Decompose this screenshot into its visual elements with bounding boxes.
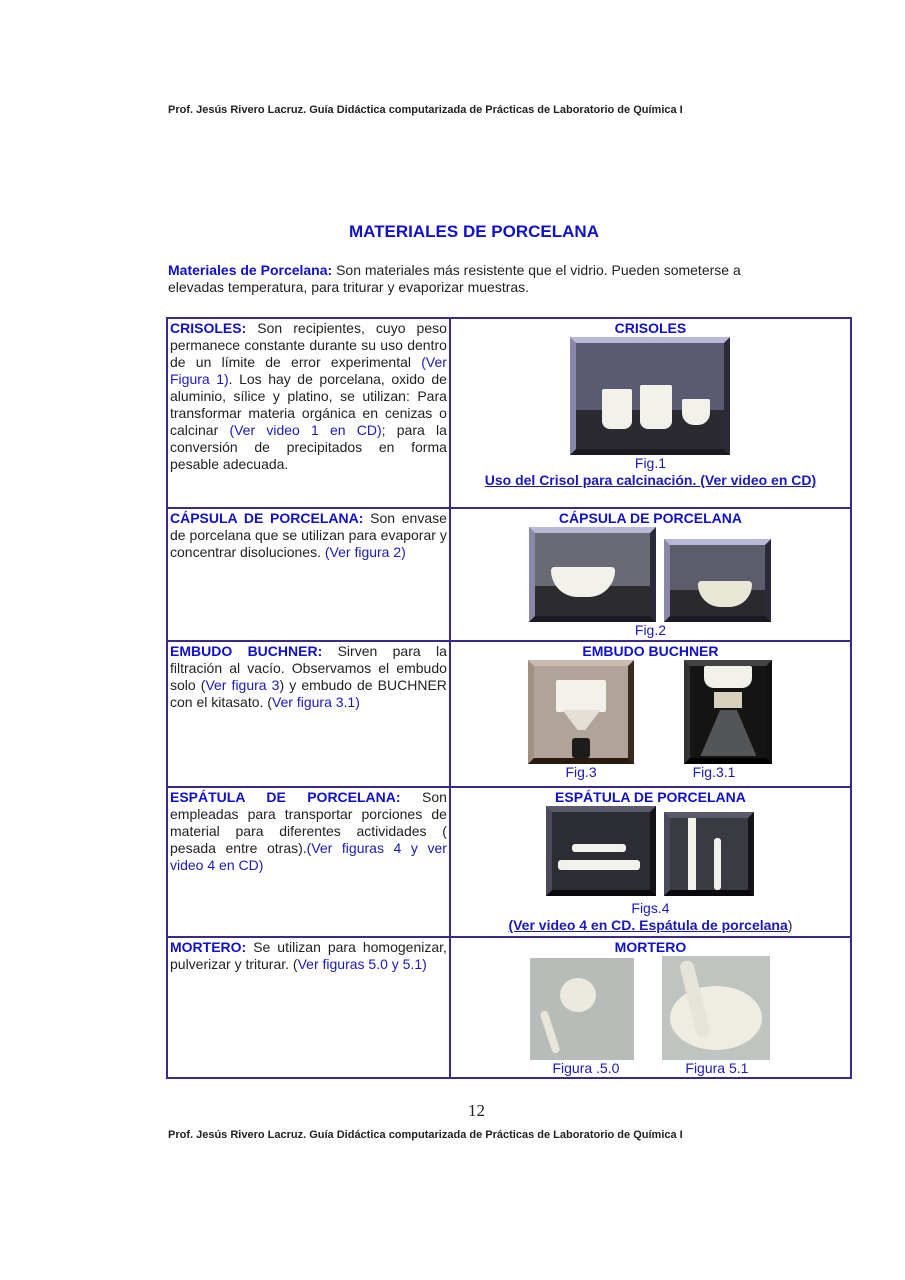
table-row-capsula [167,508,851,641]
caption-fig-1: Fig.1 [634,455,667,471]
term-capsula: CÁPSULA DE PORCELANA: [170,510,364,526]
fig-title-mortero: MORTERO [614,939,687,955]
caption-fig-3: Fig.3 [565,764,597,780]
buchner-figure-cell [450,641,851,787]
fig-title-capsula: CÁPSULA DE PORCELANA [558,510,742,526]
video-link-espatula[interactable]: (Ver video 4 en CD. Espátula de porcelana [508,917,788,933]
ref-figura-1[interactable]: (Ver Figura 1) [170,354,447,387]
spatulas-photo-1 [546,806,656,896]
desc-text: ) y embudo de BUCHNER con el kitasato. ( [170,677,447,710]
table-row-buchner [167,641,851,787]
capsula-figure-cell [450,508,851,641]
running-header: Prof. Jesús Rivero Lacruz. Guía Didáctica computarizada de Prácticas de Laboratorio de Química I [168,104,683,116]
crisoles-description [167,318,450,508]
caption-fig-5-0: Figura .5.0 [552,1060,620,1076]
crisoles-figure-cell [450,318,851,508]
video-link-crisol[interactable]: Uso del Crisol para calcinación. (Ver video en CD) [484,472,817,488]
table-row-espatula [167,787,851,937]
spatulas-photo-2 [664,812,754,896]
ref-figura-3-1[interactable]: Ver figura 3.1) [271,694,360,710]
caption-figs-4: Figs.4 [631,900,670,916]
desc-text: Sirven para la filtración al vacío. Observamos el embudo solo ( [170,643,447,693]
mortar-photo-1 [530,958,634,1060]
close-paren: ) [787,917,793,933]
desc-text: . Los hay de porcelana, oxido de aluminio, sílice y platino, se utilizan: Para transformar materia orgánica en cenizas o calcinar [170,371,447,438]
evaporating-dish-photo-1 [529,527,656,622]
term-crisoles: CRISOLES: [170,320,247,336]
ref-figura-2[interactable]: (Ver figura 2) [324,544,406,560]
term-espatula: ESPÁTULA DE PORCELANA: [170,789,401,805]
mortero-description [167,937,450,1078]
buchner-kitasato-photo [684,660,772,764]
table-row-mortero [167,937,851,1078]
capsula-description [167,508,450,641]
desc-text: Son envase de porcelana que se utilizan para evaporar y concentrar disoluciones. [170,510,447,560]
crucibles-photo [570,337,730,455]
desc-text: ; para la conversión de precipitados en forma pesable adecuada. [170,422,447,472]
mortero-figure-cell [450,937,851,1078]
desc-text: Son empleadas para transportar porciones de material para diferentes actividades ( pesada entre otras). [170,789,447,856]
espatula-description [167,787,450,937]
caption-fig-2: Fig.2 [634,622,667,638]
espatula-figure-cell [450,787,851,937]
caption-fig-5-1: Figura 5.1 [685,1060,749,1076]
table-row-crisoles [167,318,851,508]
intro-text: Son materiales más resistente que el vidrio. Pueden someterse a elevadas temperatura, para triturar y evaporizar muestras. [168,262,741,295]
intro-paragraph [168,262,788,296]
running-footer: Prof. Jesús Rivero Lacruz. Guía Didáctica computarizada de Prácticas de Laboratorio de Química I [168,1129,683,1141]
fig-title-espatula: ESPÁTULA DE PORCELANA [555,789,746,805]
ref-figura-3[interactable]: Ver figura 3 [205,677,280,693]
evaporating-dish-photo-2 [664,539,771,622]
buchner-description [167,641,450,787]
ref-video-1[interactable]: (Ver video 1 en CD) [229,422,382,438]
materials-table [166,317,852,1079]
fig-title-buchner: EMBUDO BUCHNER [582,643,719,659]
page-number: 12 [468,1101,485,1120]
mortar-photo-2 [662,956,770,1060]
term-mortero: MORTERO: [170,939,247,955]
desc-text: Son recipientes, cuyo peso permanece constante durante su uso dentro de un límite de error experimental [170,320,447,370]
term-buchner: EMBUDO BUCHNER: [170,643,323,659]
buchner-funnel-photo [528,660,634,764]
intro-lead: Materiales de Porcelana: [168,262,333,278]
ref-figuras-5[interactable]: Ver figuras 5.0 y 5.1) [297,956,427,972]
fig-title-crisoles: CRISOLES [614,320,687,336]
ref-figuras-4[interactable]: (Ver figuras 4 y ver video 4 en CD) [170,840,447,873]
caption-fig-3-1: Fig.3.1 [692,764,736,780]
page-title: MATERIALES DE PORCELANA [349,222,599,241]
desc-text: Se utilizan para homogenizar, pulverizar y triturar. ( [170,939,447,972]
